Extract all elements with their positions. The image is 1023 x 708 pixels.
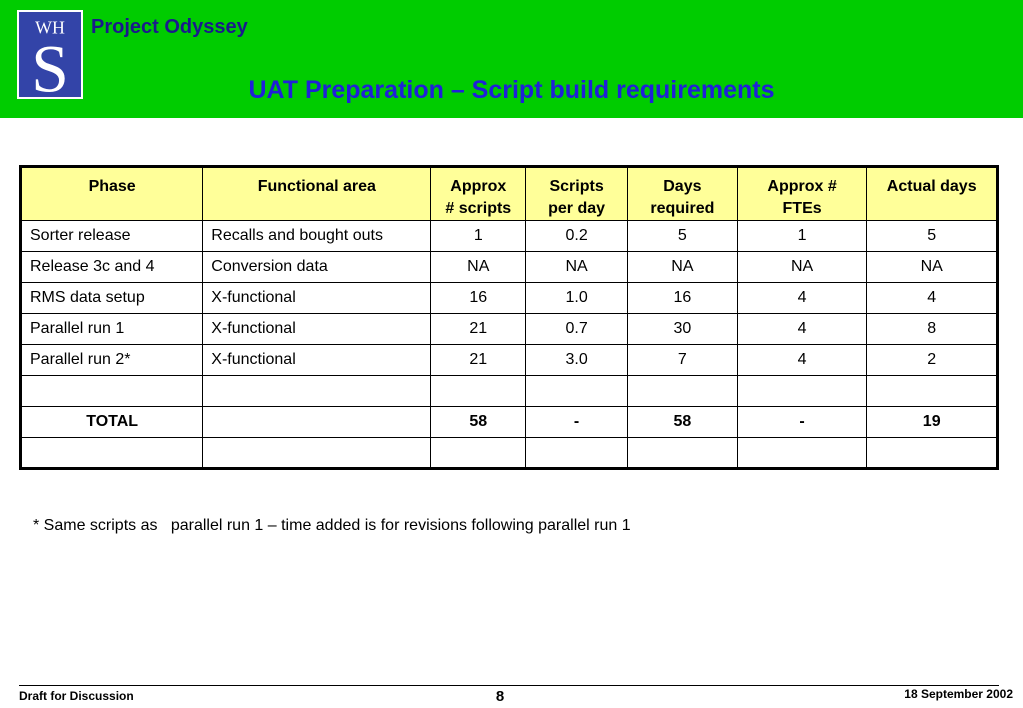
footer-date: 18 September 2002 — [904, 687, 1013, 701]
table-row-empty — [21, 438, 998, 469]
table-cell: Release 3c and 4 — [21, 252, 203, 283]
table-cell: 1 — [737, 221, 867, 252]
table-cell: 7 — [627, 345, 737, 376]
table-cell: - — [526, 407, 628, 438]
table-cell: 5 — [627, 221, 737, 252]
table-cell — [431, 376, 526, 407]
project-name: Project Odyssey — [91, 16, 248, 38]
table-cell: NA — [867, 252, 998, 283]
column-header: Scripts per day — [526, 167, 628, 221]
page-title-text: UAT Preparation – Script build requirements — [248, 76, 775, 104]
table-cell — [526, 376, 628, 407]
table-cell: X-functional — [203, 314, 431, 345]
table-cell: Parallel run 2* — [21, 345, 203, 376]
table-row — [21, 221, 998, 252]
table-row — [21, 252, 998, 283]
table-cell: 5 — [867, 221, 998, 252]
table-cell: 4 — [737, 345, 867, 376]
table-cell: 0.7 — [526, 314, 628, 345]
column-header: Functional area — [203, 167, 431, 221]
table-cell: 4 — [867, 283, 998, 314]
table-cell: 8 — [867, 314, 998, 345]
table-cell: NA — [627, 252, 737, 283]
table-cell — [627, 438, 737, 469]
table-cell: 58 — [431, 407, 526, 438]
table-cell: 30 — [627, 314, 737, 345]
table-cell — [21, 438, 203, 469]
requirements-table — [19, 165, 999, 470]
table-row-empty — [21, 376, 998, 407]
column-header: Approx # FTEs — [737, 167, 867, 221]
table-header-row — [21, 167, 998, 221]
table-cell: Conversion data — [203, 252, 431, 283]
table-cell: Recalls and bought outs — [203, 221, 431, 252]
table-cell — [867, 376, 998, 407]
table-cell: 21 — [431, 314, 526, 345]
svg-text:S: S — [31, 31, 69, 97]
table-total-row — [21, 407, 998, 438]
table-cell: 16 — [431, 283, 526, 314]
table-row — [21, 283, 998, 314]
table-row — [21, 314, 998, 345]
table-cell: 16 — [627, 283, 737, 314]
column-header: Actual days — [867, 167, 998, 221]
table-cell: Parallel run 1 — [21, 314, 203, 345]
table-cell — [203, 376, 431, 407]
table-cell: NA — [737, 252, 867, 283]
column-header: Approx # scripts — [431, 167, 526, 221]
footer-draft-label: Draft for Discussion — [19, 689, 134, 703]
table-cell: 21 — [431, 345, 526, 376]
table-cell — [737, 438, 867, 469]
table-cell — [627, 376, 737, 407]
page-number: 8 — [495, 688, 505, 705]
table-cell: NA — [526, 252, 628, 283]
table-cell — [526, 438, 628, 469]
table-cell — [867, 438, 998, 469]
footnote: * Same scripts as parallel run 1 – time added is for revisions following parallel run 1 — [33, 517, 631, 534]
svg-text:WH: WH — [35, 17, 65, 38]
footer-divider — [19, 685, 999, 686]
table-row — [21, 345, 998, 376]
table-cell — [203, 438, 431, 469]
table-cell: 1 — [431, 221, 526, 252]
table-cell: 1.0 — [526, 283, 628, 314]
page-title — [0, 76, 1023, 105]
table-cell: Sorter release — [21, 221, 203, 252]
table-cell: NA — [431, 252, 526, 283]
table-cell: 4 — [737, 314, 867, 345]
table-cell: 58 — [627, 407, 737, 438]
column-header: Phase — [21, 167, 203, 221]
table-cell: TOTAL — [21, 407, 203, 438]
table-cell: X-functional — [203, 283, 431, 314]
table-cell — [737, 376, 867, 407]
table-cell: 2 — [867, 345, 998, 376]
column-header: Days required — [627, 167, 737, 221]
table-cell — [431, 438, 526, 469]
table-cell: 3.0 — [526, 345, 628, 376]
table-cell: RMS data setup — [21, 283, 203, 314]
table-cell: X-functional — [203, 345, 431, 376]
table-cell: 0.2 — [526, 221, 628, 252]
table-cell — [203, 407, 431, 438]
table-cell: 4 — [737, 283, 867, 314]
table-cell — [21, 376, 203, 407]
table-cell: - — [737, 407, 867, 438]
table-cell: 19 — [867, 407, 998, 438]
